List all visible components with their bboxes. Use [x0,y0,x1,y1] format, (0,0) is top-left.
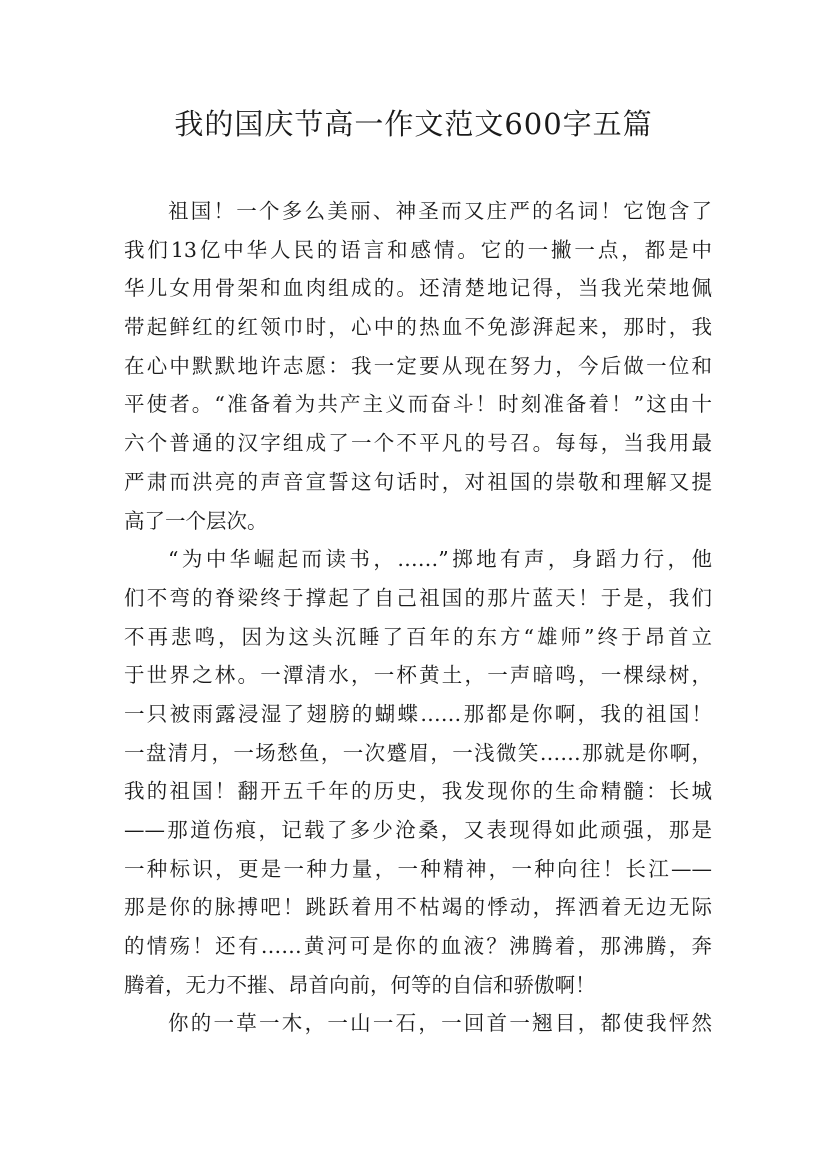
text-line: 平使者。“准备着为共产主义而奋斗！时刻准备着！”这由十 [124,392,712,417]
document-body [124,192,712,1043]
text-line: 我的祖国！翻开五千年的历史，我发现你的生命精髓：长城 [124,779,712,804]
text-line: 你的一草一木，一山一石，一回首一翘目，都使我怦然 [168,1011,712,1036]
text-line: ——那道伤痕，记载了多少沧桑，又表现得如此顽强，那是 [124,818,712,842]
text-line: 一只被雨露浸湿了翅膀的蝴蝶……那都是你啊，我的祖国！ [124,701,712,726]
text-line: 华儿女用骨架和血肉组成的。还清楚地记得，当我光荣地佩 [124,276,712,301]
text-line: 带起鲜红的红领巾时，心中的热血不免澎湃起来，那时，我 [124,315,712,340]
text-line: 那是你的脉搏吧！跳跃着用不枯竭的悸动，挥洒着无边无际 [124,895,712,920]
text-line: 于世界之林。一潭清水，一杯黄土，一声暗鸣，一棵绿树， [124,663,712,688]
text-line: 在心中默默地许志愿：我一定要从现在努力，今后做一位和 [124,353,712,378]
text-line: 祖国！一个多么美丽、神圣而又庄严的名词！它饱含了 [168,199,712,223]
text-line: 腾着，无力不摧、昂首向前，何等的自信和骄傲啊！ [124,972,596,997]
text-line: “为中华崛起而读书，……”掷地有声，身蹈力行，他 [168,547,712,572]
text-line: 一盘清月，一场愁鱼，一次蹙眉，一浅微笑……那就是你啊， [124,740,712,765]
text-line: 一种标识，更是一种力量，一种精神，一种向往！长江—— [124,856,712,881]
text-line: 严肃而洪亮的声音宣誓这句话时，对祖国的崇敬和理解又提 [124,469,712,494]
text-line: 们不弯的脊梁终于撑起了自己祖国的那片蓝天！于是，我们 [124,585,712,610]
text-line: 我们13亿中华人民的语言和感情。它的一撇一点，都是中 [124,237,712,262]
text-line: 高了一个层次。 [124,508,268,533]
text-line: 六个普通的汉字组成了一个不平凡的号召。每每，当我用最 [124,431,712,456]
text-line: 不再悲鸣，因为这头沉睡了百年的东方“雄师”终于昂首立 [124,624,712,649]
text-line: 的情殇！还有……黄河可是你的血液？沸腾着，那沸腾，奔 [124,934,712,959]
document-title: 我的国庆节高一作文范文600字五篇 [174,107,653,141]
